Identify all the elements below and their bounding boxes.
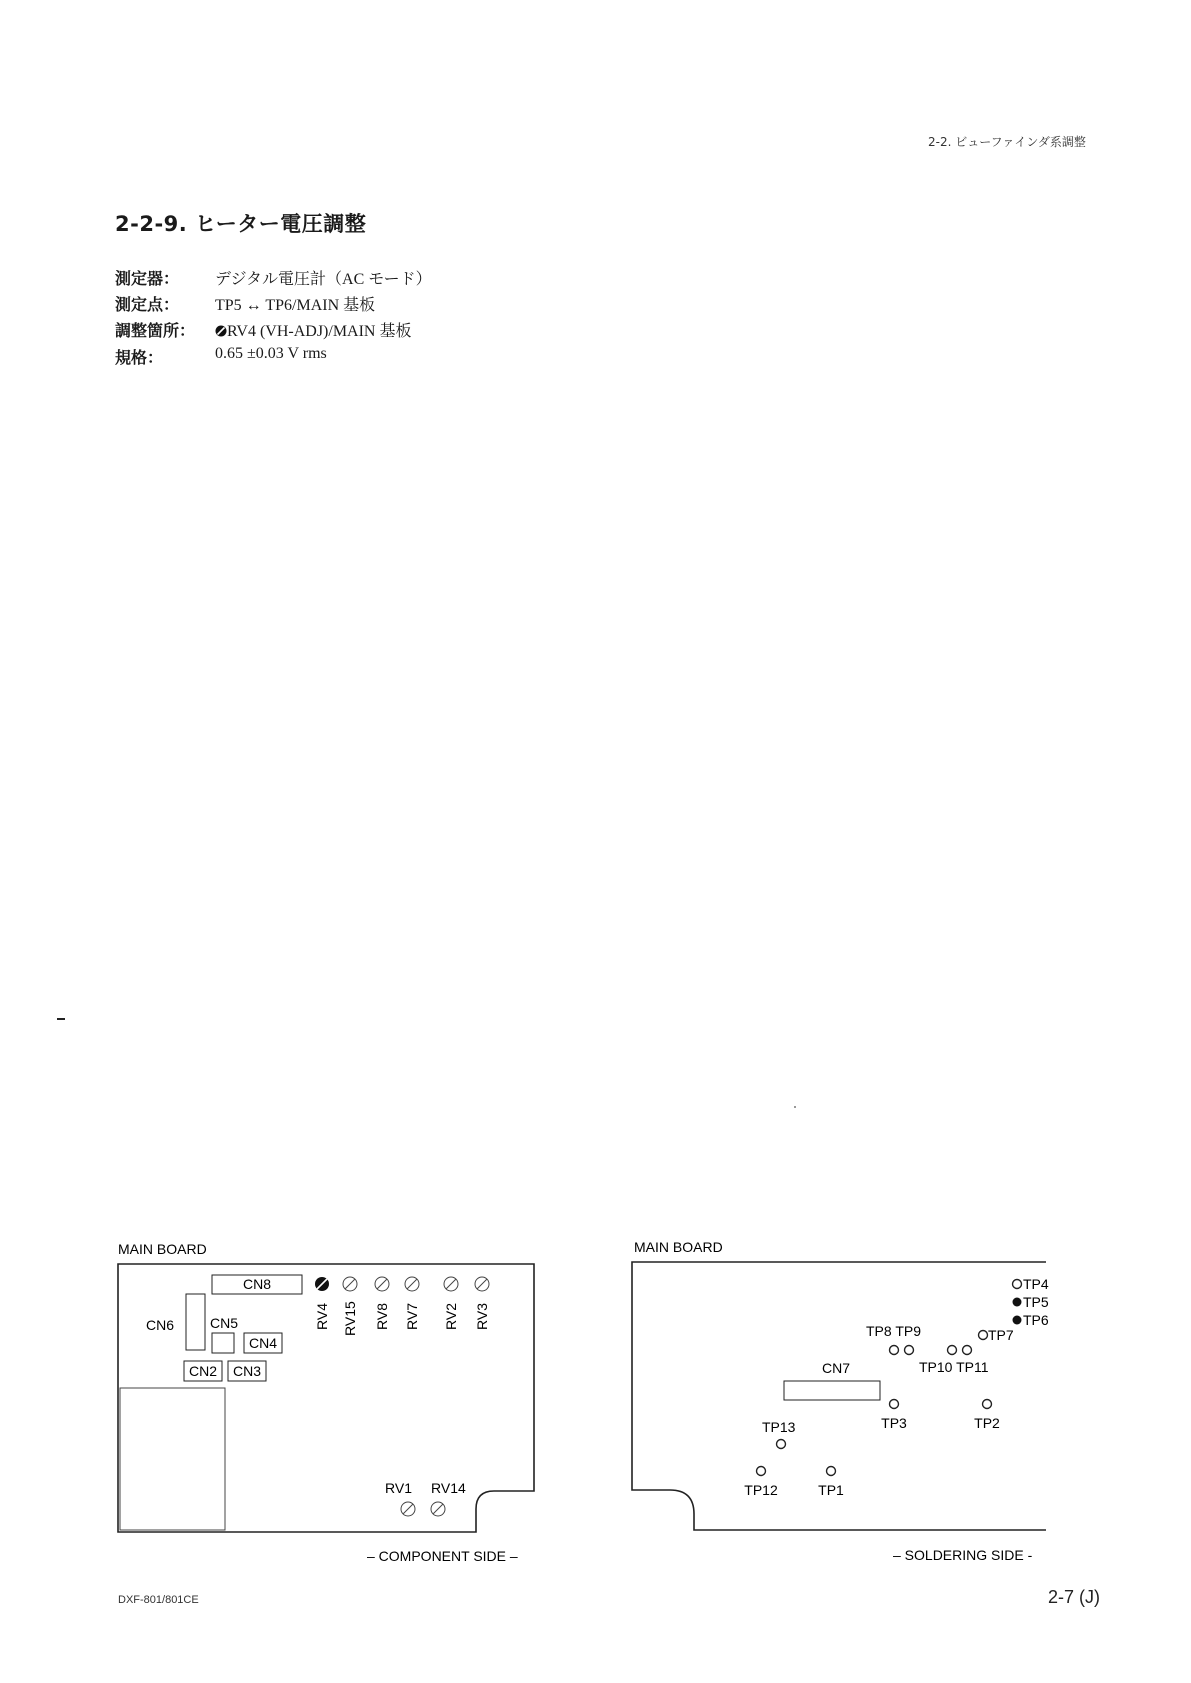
spec-label: 規格： xyxy=(115,348,164,367)
tp-label: TP4 xyxy=(1023,1276,1049,1292)
test-point-tp4 xyxy=(1013,1280,1022,1289)
test-point-tp2 xyxy=(983,1400,992,1409)
test-point-tp7 xyxy=(979,1331,988,1340)
test-point-tp9 xyxy=(905,1346,914,1355)
pot-label: RV7 xyxy=(404,1303,420,1330)
page-title: 2-2-9. ヒーター電圧調整 xyxy=(115,212,367,236)
pot-label: RV2 xyxy=(443,1303,459,1330)
connector-cn7 xyxy=(784,1381,880,1400)
connector-label: CN5 xyxy=(210,1315,239,1331)
connector-label: CN7 xyxy=(821,1360,851,1376)
spec-label: 測定器： xyxy=(115,269,180,288)
tp-label: TP6 xyxy=(1023,1312,1049,1328)
test-point-tp1 xyxy=(827,1467,836,1476)
tp-label: TP2 xyxy=(974,1415,1000,1431)
spec-value: 0.65 ±0.03 V rms xyxy=(215,345,327,362)
test-point-tp13 xyxy=(777,1440,786,1449)
tp-label: TP10 TP11 xyxy=(919,1359,989,1375)
test-point-tp11 xyxy=(963,1346,972,1355)
caption: – SOLDERING SIDE - xyxy=(893,1547,1033,1563)
tp-label: TP7 xyxy=(988,1327,1014,1343)
caption: – COMPONENT SIDE – xyxy=(367,1548,518,1564)
spec-label: 調整箇所： xyxy=(115,321,196,340)
tp-label: TP3 xyxy=(881,1415,907,1431)
tp-label: TP1 xyxy=(818,1482,844,1498)
test-point-tp6 xyxy=(1013,1316,1022,1325)
spec-value-text: RV4 (VH-ADJ)/MAIN 基板 xyxy=(227,323,412,340)
connector-label: CN2 xyxy=(188,1363,218,1379)
test-point-tp12 xyxy=(757,1467,766,1476)
test-point-tp8 xyxy=(890,1346,899,1355)
spec-label: 測定点： xyxy=(115,295,180,314)
tp-label: TP12 xyxy=(744,1482,778,1498)
connector-label: CN4 xyxy=(248,1335,278,1351)
tp-label: TP8 TP9 xyxy=(866,1323,921,1339)
footer-model: DXF-801/801CE xyxy=(118,1594,199,1606)
test-point-tp3 xyxy=(890,1400,899,1409)
test-point-tp10 xyxy=(948,1346,957,1355)
connector-label: CN3 xyxy=(232,1363,262,1379)
tp-label: TP13 xyxy=(762,1419,796,1435)
spec-value: デジタル電圧計（AC モード） xyxy=(215,271,432,288)
pot-label: RV4 xyxy=(314,1303,330,1330)
board-title: MAIN BOARD xyxy=(118,1241,207,1257)
pot-label: RV8 xyxy=(374,1303,390,1330)
pot-label: RV14 xyxy=(431,1480,466,1496)
pot-label: RV15 xyxy=(342,1301,358,1336)
board-title: MAIN BOARD xyxy=(634,1239,723,1255)
tp-label: TP5 xyxy=(1023,1294,1049,1310)
spec-value: TP5 ↔ TP6/MAIN 基板 xyxy=(215,297,376,314)
test-point-tp5 xyxy=(1013,1298,1022,1307)
connector-label: CN8 xyxy=(242,1276,272,1292)
connector-label: CN6 xyxy=(146,1317,175,1333)
pot-label: RV3 xyxy=(474,1303,490,1330)
footer-page-number: 2-7 (J) xyxy=(1048,1587,1101,1607)
pot-label: RV1 xyxy=(385,1480,412,1496)
section-header: 2-2. ビューファインダ系調整 xyxy=(928,135,1086,149)
